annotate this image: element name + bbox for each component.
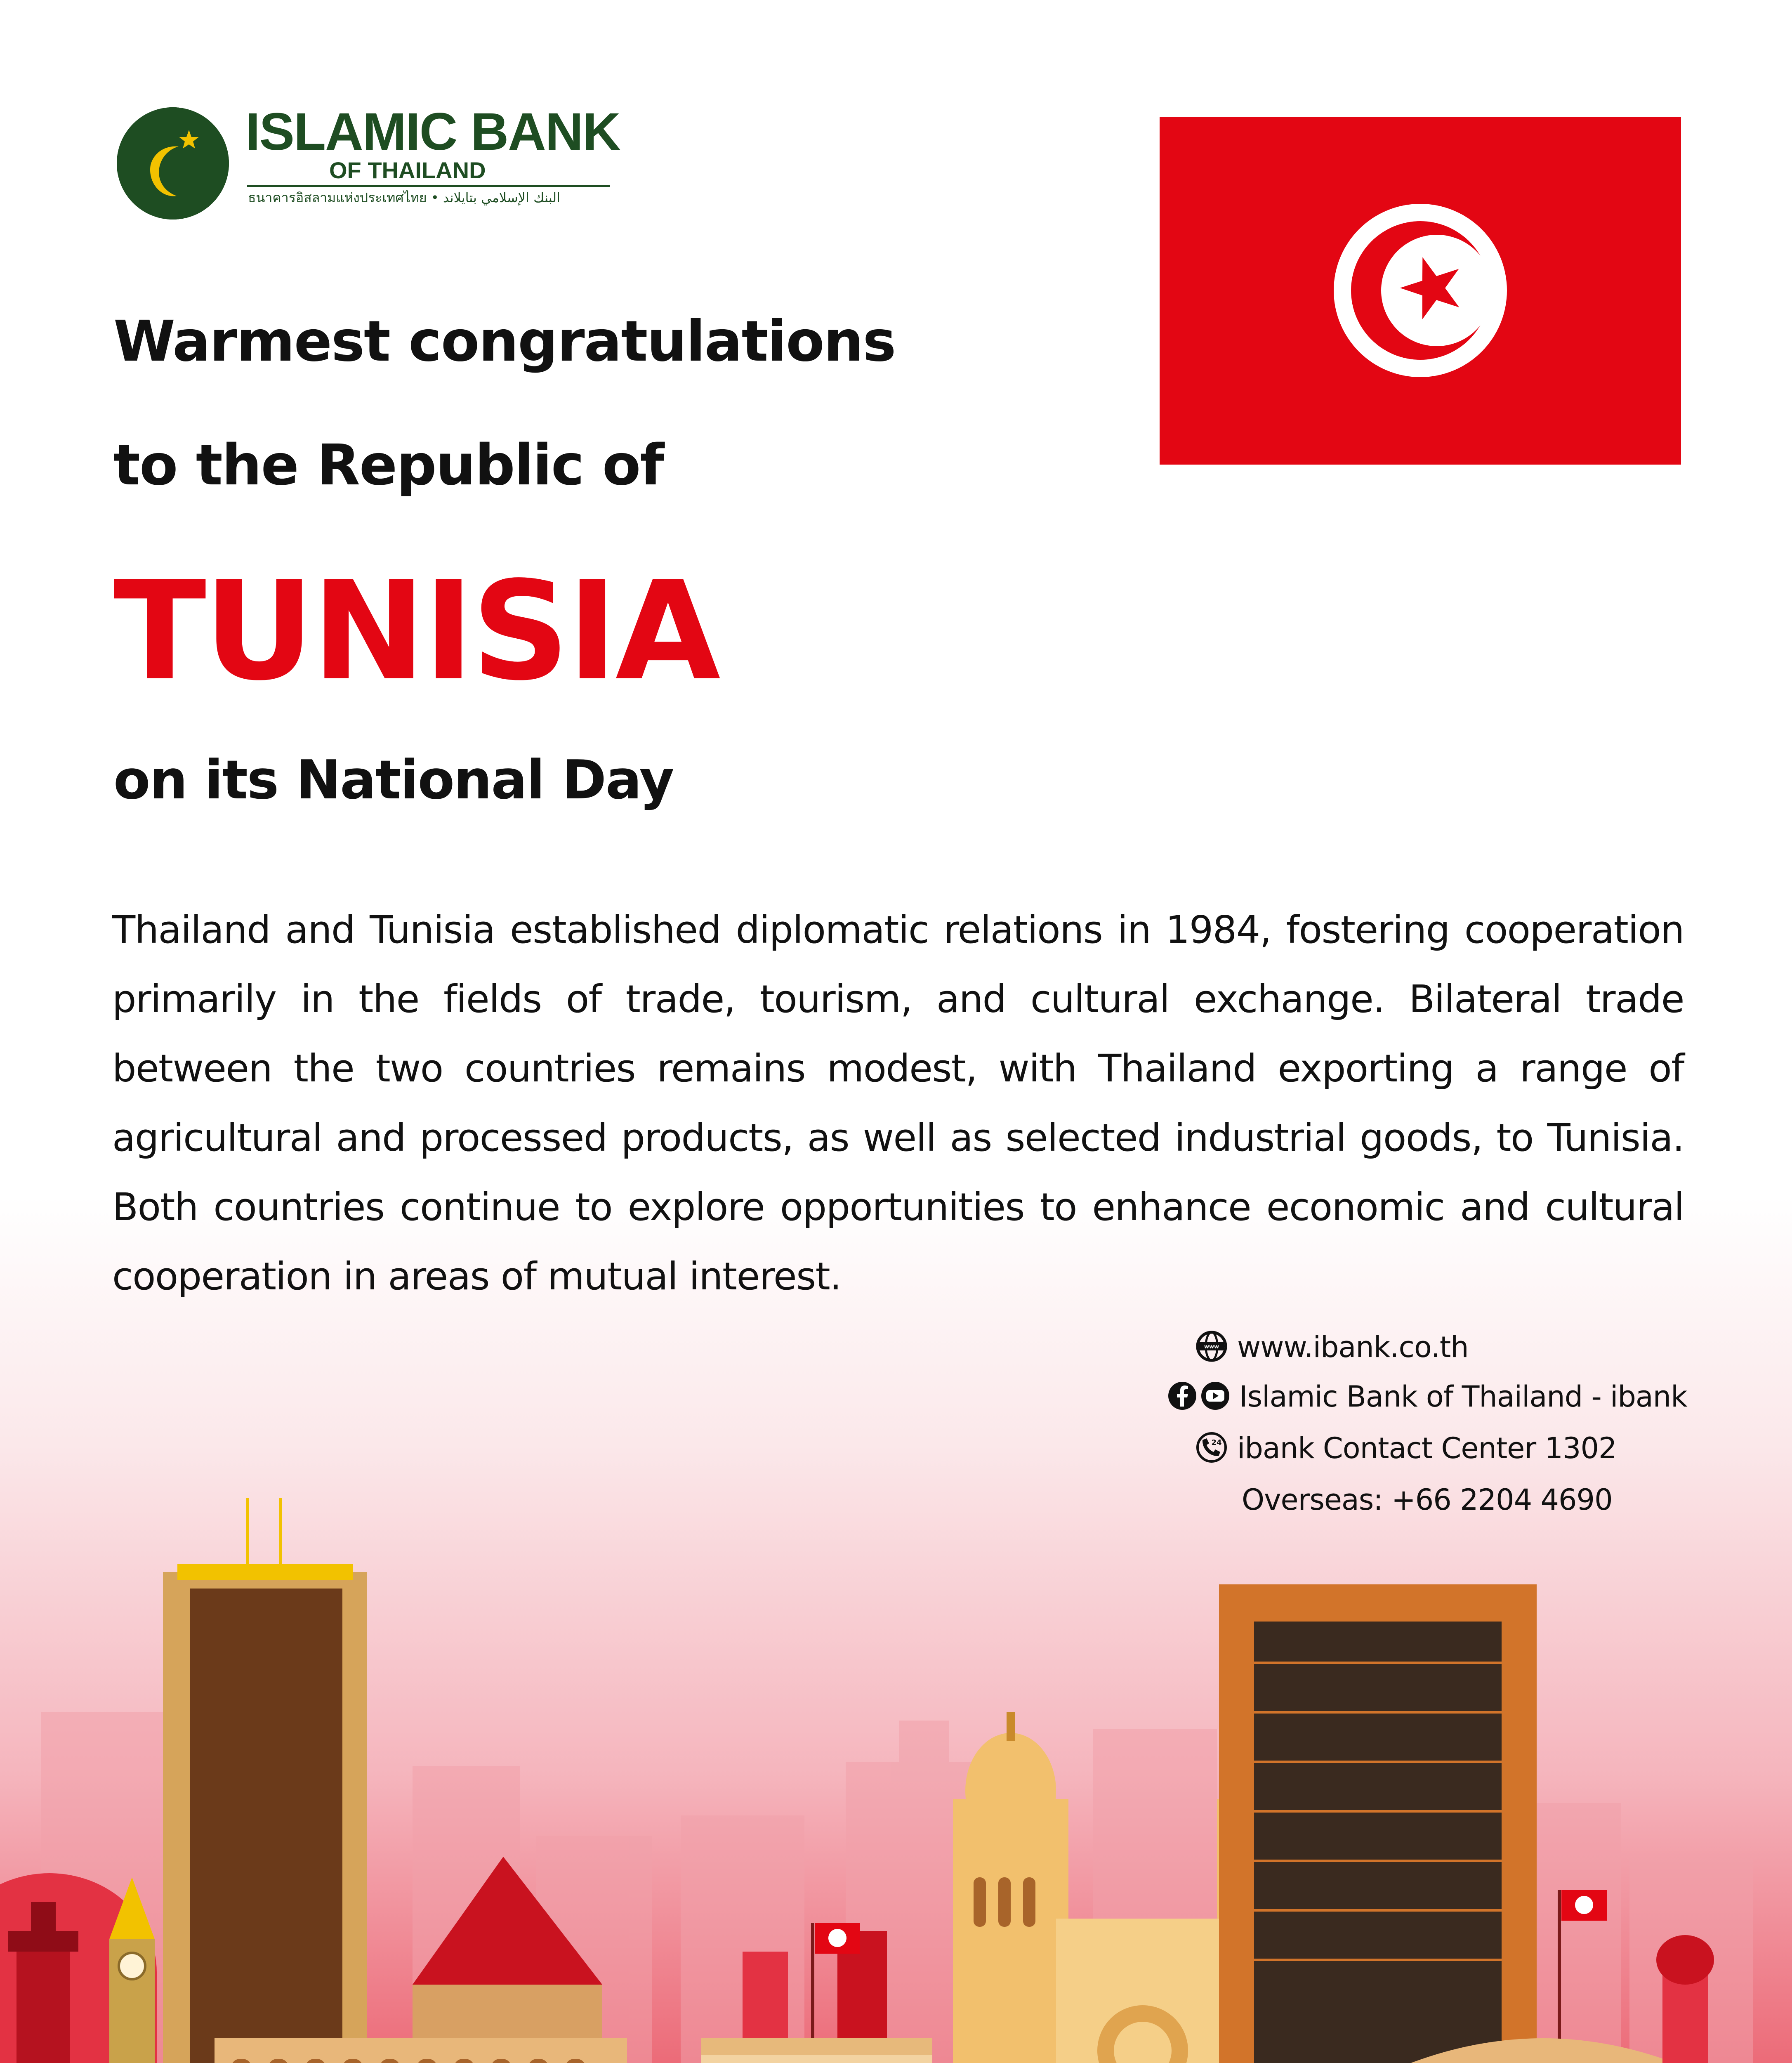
heading-line-4: on its National Day: [113, 748, 674, 811]
tunisia-skyline-illustration: [0, 1465, 1792, 2063]
logo-subtitle: OF THAILAND: [329, 157, 486, 183]
website-link[interactable]: www.ibank.co.th: [1237, 1330, 1469, 1364]
logo-tagline: ธนาคารอิสลามแห่งประเทศไทย • البنك الإسلامي بتايلاند: [248, 190, 561, 205]
overseas-number[interactable]: Overseas: +66 2204 4690: [1242, 1483, 1613, 1517]
heading-line-1: Warmest congratulations: [113, 309, 896, 374]
heading-line-2: to the Republic of: [113, 433, 664, 498]
svg-text:www: www: [1204, 1344, 1219, 1350]
contact-website-row[interactable]: [1195, 1327, 1469, 1368]
svg-text:24: 24: [1211, 1438, 1222, 1447]
phone-24-icon: [1195, 1431, 1228, 1466]
bank-logo: [117, 102, 620, 227]
contact-callcenter-row[interactable]: [1195, 1428, 1617, 1469]
social-handle[interactable]: Islamic Bank of Thailand - ibank: [1239, 1380, 1687, 1414]
tunisia-flag-icon: [1160, 117, 1681, 465]
country-name: TUNISIA: [113, 552, 718, 710]
globe-icon: [1195, 1330, 1228, 1364]
logo-divider: [247, 185, 610, 187]
facebook-icon[interactable]: [1167, 1381, 1197, 1412]
body-paragraph: Thailand and Tunisia established diplomatic relations in 1984, fostering cooperation primarily in the fields of trade, tourism, and cultural exchange. Bilateral trade between the two countries remains modest, with Thailand exporting a range of agricultural and processed products, as well as selected industrial goods, to Tunisia. Both countries continue to explore opportunities to enhance economic and cultural cooperation in areas of mutual interest.: [112, 908, 1684, 1298]
logo-title: ISLAMIC BANK: [245, 102, 620, 161]
crescent-star-icon: [117, 107, 229, 220]
contact-social-row[interactable]: [1167, 1376, 1687, 1417]
call-center-number[interactable]: ibank Contact Center 1302: [1237, 1431, 1617, 1465]
youtube-icon[interactable]: [1200, 1381, 1230, 1412]
